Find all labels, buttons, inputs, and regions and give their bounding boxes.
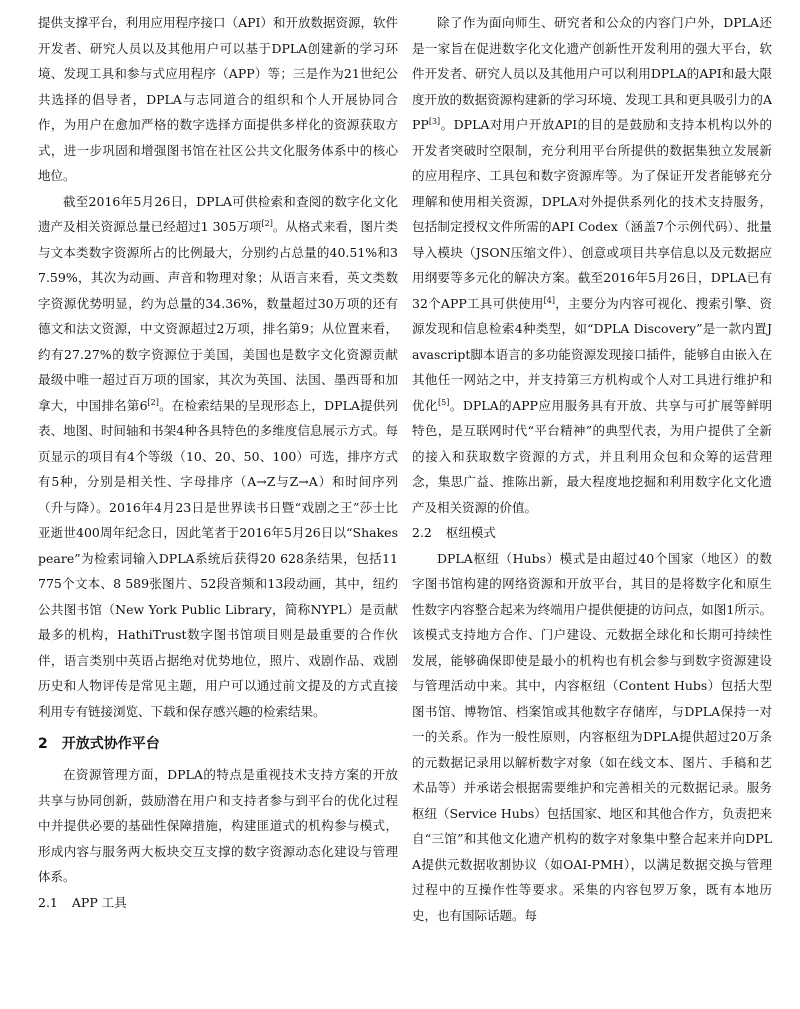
paragraph-text: 。在检索结果的呈现形态上，DPLA提供列表、地图、时间轴和书架4种各具特色的多维度信息展示方式。每页显示的项目有4个等级（10、20、50、100）可选，排序方式有5种，分别是相关性、字母排序（A→Z与Z→A）和时间序列（升与降）。2016年4月23日是世界读书日暨“戏剧之王”莎士比亚逝世400周年纪念日，因此笔者于2016年5月26日以“Shakespeare”为检索词输入DPLA系统后获得20 628条结果，包括11 775个文本、8 589张图片、52段音频和13段动画，其中，纽约公共图书馆（New York Public Library，简称NYPL）是贡献最多的机构，HathiTrust数字图书馆项目则是最重要的合作伙伴，语言类别中英语占据绝对优势地位，照片、戏剧作品、戏剧历史和人物评传是常见主题，用户可以通过前文提及的方式直接利用专有链接浏览、下载和保存感兴趣的检索结果。 (38, 397, 398, 719)
section-title: 开放式协作平台 (61, 736, 160, 752)
subsection-title: APP 工具 (71, 894, 127, 910)
subsection-heading (38, 890, 398, 916)
paragraph-text: 截至2016年5月26日，DPLA可供检索和查阅的数字化文化遗产及相关资源总量已经超过1 305万项 (38, 193, 398, 234)
subsection-title: 枢纽模式 (445, 525, 496, 540)
left-column (38, 10, 398, 915)
paragraph-text: 除了作为面向师生、研究者和公众的内容门户外，DPLA还是一家旨在促进数字化文化遗产创新性开发利用的强大平台，软件开发者、研究人员以及其他用户可以利用DPLA的API和最大限度开放的数据资源构建新的学习环境、发现工具和更具吸引力的APP (412, 15, 772, 132)
paragraph: 提供支撑平台，利用应用程序接口（API）和开放数据资源，软件开发者、研究人员以及其他用户可以基于DPLA创建新的学习环境、发现工具和参与式应用程序（APP）等；三是作为21世纪公共选择的倡导者，DPLA与志同道合的组织和个人开展协同合作，为用户在愈加严格的数字选择方面提供多样化的资源获取方式，进一步巩固和增强图书馆在社区公共文化服务体系中的核心地位。 (38, 15, 398, 183)
citation-ref: [2] (147, 397, 159, 407)
section-number: 2 (38, 736, 48, 752)
paragraph-text: 。DPLA的APP应用服务具有开放、共享与可扩展等鲜明特色，是互联网时代“平台精神”的典型代表，为用户提供了全新的接入和获取数字资源的方式，并且利用众包和众筹的运营理念，集思广益、推陈出新，最大程度地挖掘和利用数字化文化遗产及相关资源的价值。 (412, 397, 772, 515)
citation-ref: [5] (438, 397, 450, 407)
paragraph-text: 。DPLA对用户开放API的目的是鼓励和支持本机构以外的开发者突破时空限制，充分利用平台所提供的数据集独立发展新的应用程序、工具包和数字资源库等。为了保证开发者能够充分理解和使用相关资源，DPLA对外提供系列化的技术支持服务，包括制定授权文件所需的API Codex（涵盖7个示例代码）、批量导入模块（JSON压缩文件）、创意或项目共享信息以及元数据应用纲要等多元化的解决方案。截至2016年5月26日，DPLA已有32个APP工具可供使用 (412, 117, 772, 311)
paragraph: DPLA枢纽（Hubs）模式是由超过40个国家（地区）的数字图书馆构建的网络资源和开放平台，其目的是将数字化和原生性数字内容整合起来为终端用户提供便捷的访问点，如图1所示。该模式支持地方合作、门户建设、元数据全球化和长期可持续性发展，能够确保即使是最小的机构也有机会参与到数字资源建设与管理活动中来。其中，内容枢纽（Content Hubs）包括大型图书馆、博物馆、档案馆或其他数字存储库，与DPLA保持一对一的关系。作为一般性原则，内容枢纽为DPLA提供超过20万条的元数据记录用以解析数字对象（如在线文本、图片、手稿和艺术品等）并承诺会根据需要维护和完善相关的元数据记录。服务枢纽（Service Hubs）包括国家、地区和其他合作方，负责把来自“三馆”和其他文化遗产机构的数字对象集中整合起来并向DPLA提供元数据收割协议（如OAI-PMH），以满足数据交换与管理过程中的互操作性等要求。采集的内容包罗万象，既有本地历史，也有国际话题。每 (412, 550, 772, 923)
paragraph: 在资源管理方面，DPLA的特点是重视技术支持方案的开放共享与协同创新，鼓励潜在用户和支持者参与到平台的优化过程中并提供必要的基础性保障措施，构建匪道式的机构参与模式，形成内容与服务两大板块交互支撑的数字资源动态化建设与管理体系。 (38, 767, 398, 884)
right-column (412, 10, 772, 928)
paragraph-text: 。从格式来看，图片类与文本类数字资源所占的比例最大，分别约占总量的40.51%和37.59%，其次为动画、声音和物理对象；从语言来看，英文类数字资源优势明显，约为总量的34.36%，数量超过30万项的还有德文和法文资源，中文资源超过2万项，排名第9；从位置来看，约有27.27%的数字资源位于美国，美国也是数字文化资源贡献最级中唯一超过百万项的国家，其次为英国、法国、墨西哥和加拿大，中国排名第6 (38, 219, 398, 413)
paragraph (38, 189, 398, 725)
citation-ref: [4] (543, 295, 555, 305)
paragraph (412, 10, 772, 520)
subsection-number: 2.2 (412, 525, 432, 540)
subsection-number: 2.1 (38, 894, 58, 910)
paragraph-text: ，主要分为内容可视化、搜索引擎、资源发现和信息检索4种类型，如“DPLA Discovery”是一款内置Javascript脚本语言的多功能资源发现接口插件，能够自由嵌入在其他任一网站之中，并支持第三方机构或个人对工具进行维护和优化 (412, 295, 772, 413)
subsection-heading (412, 520, 772, 546)
citation-ref: [2] (261, 218, 273, 228)
citation-ref: [3] (428, 116, 441, 126)
section-heading (38, 730, 398, 758)
